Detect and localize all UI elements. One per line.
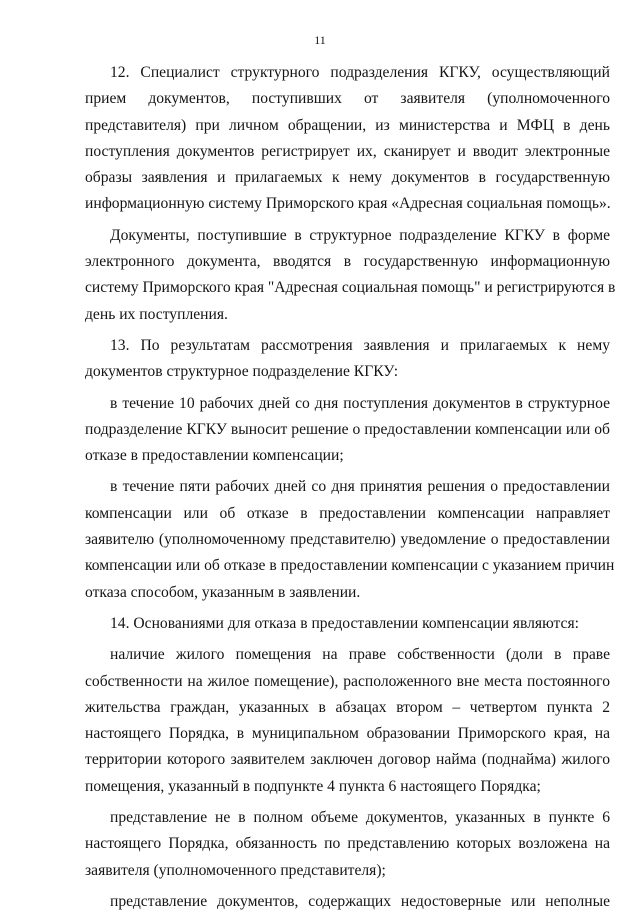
paragraph-line: Документы, поступившие в структурное подразделение КГКУ в форме [110,226,610,244]
paragraph [85,889,610,915]
paragraph-line: подразделение КГКУ выносит решение о предоставлении компенсации или об [85,420,610,438]
paragraph-line: компенсации или об отказе в предоставлении компенсации с указанием причин [85,557,615,575]
paragraph-line: настоящего Порядка, в муниципальном образовании Приморского края, на [85,725,610,743]
paragraph-line: систему Приморского края "Адресная социальная помощь" и регистрируются в [85,279,616,297]
paragraph-line: день их поступления. [85,305,228,323]
paragraph-line: наличие жилого помещения на праве собственности (доли в праве [110,646,610,664]
paragraph-line: собственности на жилое помещение), расположенного вне места постоянного [85,672,610,690]
document-body [85,60,616,915]
paragraph-line: отказа способом, указанным в заявлении. [85,583,361,601]
paragraph [85,474,615,605]
paragraph [85,611,610,637]
paragraph-line: представление документов, содержащих недостоверные или неполные [110,892,610,910]
paragraph [85,60,610,218]
paragraph-line: электронного документа, вводятся в государственную информационную [85,253,610,271]
paragraph [85,333,610,386]
paragraph-line: заявителя (уполномоченного представителя); [85,861,386,879]
paragraph [85,642,610,800]
paragraph-line: представление не в полном объеме документов, указанных в пункте 6 [110,809,610,827]
page-number: 11 [314,33,326,47]
paragraph-line: поступления документов регистрирует их, сканирует и вводит электронные [85,142,610,160]
paragraph-line: территории которого заявителем заключен договор найма (поднайма) жилого [85,751,610,769]
paragraph-line: в течение пяти рабочих дней со дня принятия решения о предоставлении [110,478,610,496]
paragraph [85,805,610,884]
paragraph-line: в течение 10 рабочих дней со дня поступления документов в структурное [110,394,610,412]
paragraph-line: информационную систему Приморского края «Адресная социальная помощь». [85,195,611,213]
paragraph-line: заявителю (уполномоченному представителю) уведомление о предоставлении [85,531,610,549]
paragraph-line: жительства граждан, указанных в абзацах втором – четвертом пункта 2 [85,698,610,716]
paragraph-line: 12. Специалист структурного подразделения КГКУ, осуществляющий [110,64,610,81]
paragraph-line: отказе в предоставлении компенсации; [85,447,344,465]
paragraph-line: прием документов, поступивших от заявителя (уполномоченного [85,90,610,108]
paragraph [85,391,610,470]
paragraph [85,223,616,328]
paragraph-line: компенсации или об отказе в предоставлении компенсации направляет [85,504,610,522]
paragraph-line: помещения, указанный в подпункте 4 пункта 6 настоящего Порядка; [85,777,541,795]
paragraph-line: представителя) при личном обращении, из министерства и МФЦ в день [85,116,610,134]
paragraph-line: документов структурное подразделение КГКУ: [85,363,399,381]
paragraph-line: образы заявления и прилагаемых к нему документов в государственную [85,169,610,187]
paragraph-line: 14. Основаниями для отказа в предоставлении компенсации являются: [110,614,579,632]
paragraph-line: 13. По результатам рассмотрения заявления и прилагаемых к нему [110,336,610,354]
paragraph-line: настоящего Порядка, обязанность по представлению которых возложена на [85,835,610,853]
